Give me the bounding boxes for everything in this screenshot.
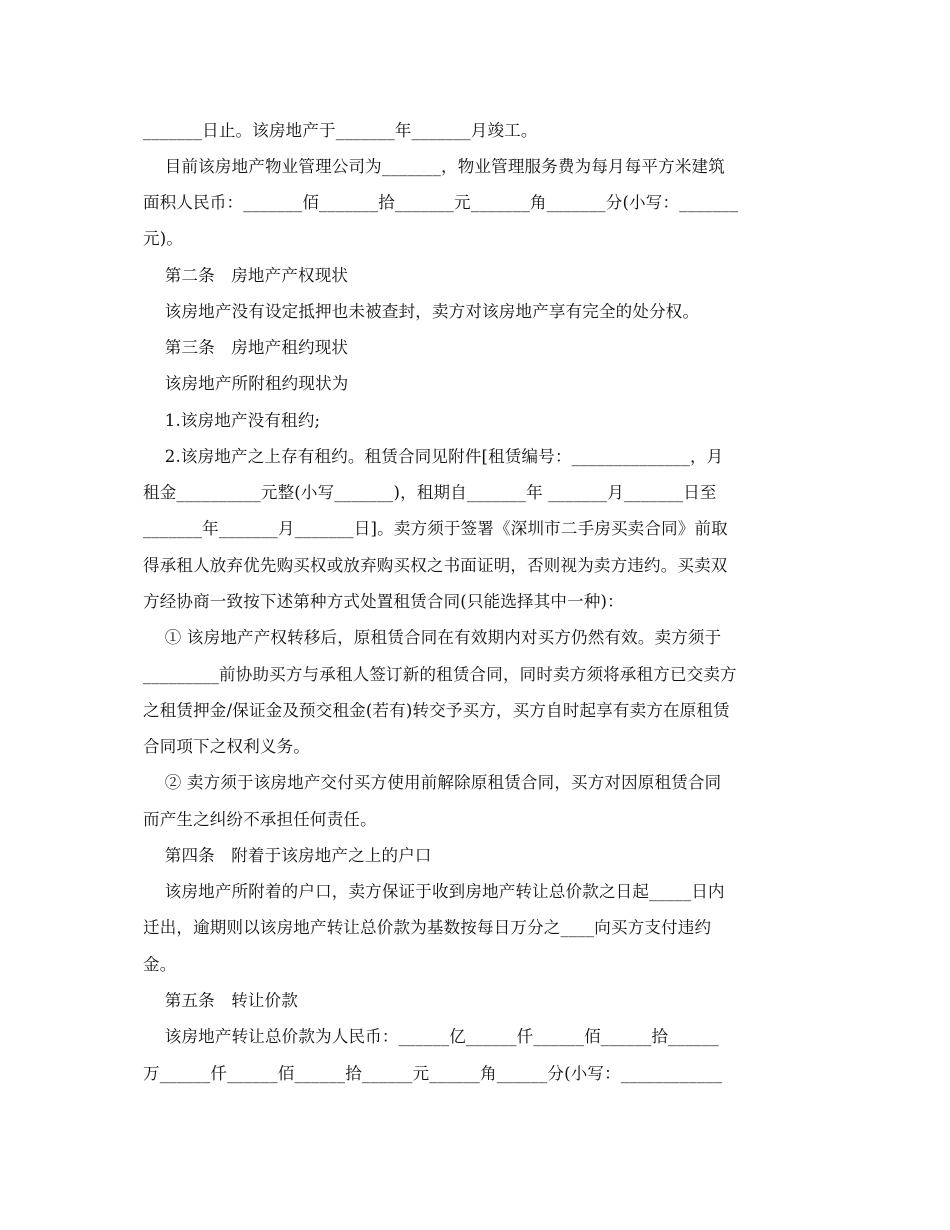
text-line: 面积人民币：_______佰_______拾_______元_______角_______分(小写：_______ <box>143 193 739 212</box>
text-line: 元)。 <box>143 229 184 248</box>
text-line: 之租赁押金/保证金及预交租金(若有)转交予买方，买方自时起享有卖方在原租赁 <box>143 701 730 720</box>
text-line: 该房地产转让总价款为人民币：______亿______仟______佰______拾______ <box>143 1027 719 1046</box>
section-heading: 第三条 房地产租约现状 <box>143 338 349 357</box>
text-line: 该房地产所附着的户口，卖方保证于收到房地产转让总价款之日起_____日内 <box>143 882 725 901</box>
text-line: 目前该房地产物业管理公司为_______，物业管理服务费为每月每平方米建筑 <box>143 157 725 176</box>
section-heading: 第二条 房地产产权现状 <box>143 266 349 285</box>
list-item: 1.该房地产没有租约; <box>143 411 321 430</box>
text-line: 万______仟______佰______拾______元______角______分(小写：____________ <box>143 1064 723 1083</box>
text-line: 该房地产所附租约现状为 <box>143 374 349 393</box>
text-line: 方经协商一致按下述第种方式处置租赁合同(只能选择其中一种)： <box>143 592 624 611</box>
text-line: 得承租人放弃优先购买权或放弃购买权之书面证明，否则视为卖方违约。买卖双 <box>143 556 728 575</box>
text-line: 该房地产没有设定抵押也未被查封，卖方对该房地产享有完全的处分权。 <box>143 302 700 321</box>
text-line: _______日止。该房地产于_______年_______月竣工。 <box>143 121 538 140</box>
text-line: 金。 <box>143 955 177 974</box>
text-line: 租金__________元整(小写_______)，租期自_______年 _______月_______日至 <box>143 483 717 502</box>
section-heading: 第五条 转让价款 <box>143 991 299 1010</box>
section-heading: 第四条 附着于该房地产之上的户口 <box>143 846 432 865</box>
option-item: ① 该房地产产权转移后，原租赁合同在有效期内对买方仍然有效。卖方须于 <box>143 628 722 647</box>
text-line: 迁出，逾期则以该房地产转让总价款为基数按每日万分之____向买方支付违约 <box>143 918 712 937</box>
text-line: _________前协助买方与承租人签订新的租赁合同，同时卖方须将承租方已交卖方 <box>143 665 737 684</box>
text-line: _______年_______月_______日]。卖方须于签署《深圳市二手房买卖合同》前取 <box>143 519 728 538</box>
list-item: 2.该房地产之上存有租约。租赁合同见附件[租赁编号：______________，月 <box>143 447 724 466</box>
text-line: 而产生之纠纷不承担任何责任。 <box>143 810 377 829</box>
option-item: ② 卖方须于该房地产交付买方使用前解除原租赁合同，买方对因原租赁合同 <box>143 773 722 792</box>
text-line: 合同项下之权利义务。 <box>143 737 310 756</box>
